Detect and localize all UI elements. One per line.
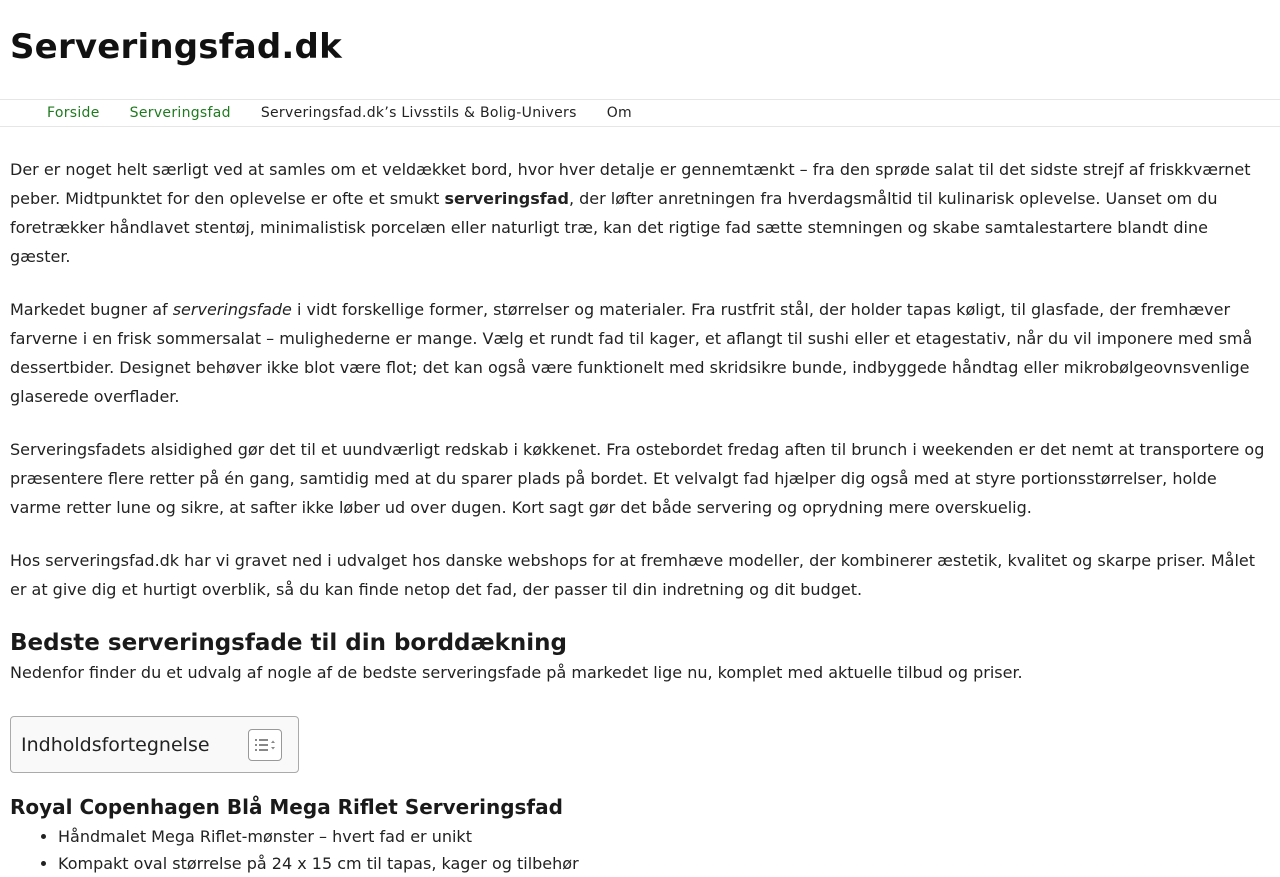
nav-item-livsstil-univers[interactable]: Serveringsfad.dk’s Livsstils & Bolig-Univers <box>260 105 577 121</box>
article-content <box>0 155 1280 877</box>
section-intro: Nedenfor finder du et udvalg af nogle af de bedste serveringsfade på markedet lige nu, komplet med aktuelle tilbud og priser. <box>10 663 1023 682</box>
list-item: • Håndmalet Mega Riflet-mønster – hvert fad er unikt <box>58 823 1270 850</box>
toc-title: Indholdsfortegnelse <box>21 733 210 756</box>
paragraph-text: i vidt forskellige former, størrelser og materialer. Fra rustfrit stål, der holder tapas køligt, til glasfade, der fremhæver farverne i en frisk sommersalat – mulighederne er mange. Vælg et rundt fad til kager, et aflangt til sushi eller et etagestativ, når du vil imponere med små dessertbider. Designet behøver ikke blot være flot; det kan også være funktionelt med skridsikre bunde, indbyggede håndtag eller mikrobølgeovnsvenlige glaserede overflader. <box>10 300 1253 406</box>
nav-item-om[interactable]: Om <box>606 105 632 121</box>
nav-item-forside[interactable]: Forside <box>47 105 100 121</box>
intro-paragraph-3: Serveringsfadets alsidighed gør det til et uundværligt redskab i køkkenet. Fra ostebordet fredag aften til brunch i weekenden er det nemt at transportere og præsentere flere retter på én gang, samtidig med at du sparer plads på bordet. Et velvalgt fad hjælper dig også med at styre portionsstørrelser, holde varme retter lune og sikre, at safter ikke løber ud over dugen. Kort sagt gør det både servering og oprydning mere overskuelig. <box>10 440 1265 517</box>
product-heading: Royal Copenhagen Blå Mega Riflet Serveringsfad <box>10 795 563 819</box>
intro-paragraph-1 <box>10 155 1270 271</box>
paragraph-text: , der løfter anretningen fra hverdagsmåltid til kulinarisk oplevelse. Uanset om du foretrækker håndlavet stentøj, minimalistisk porcelæn eller naturligt træ, kan det rigtige fad sætte stemningen og skabe samtalestartere blandt dine gæster. <box>10 189 1218 266</box>
list-toggle-icon <box>254 738 276 752</box>
table-of-contents <box>10 716 299 773</box>
site-title[interactable]: Serveringsfad.dk <box>10 27 342 67</box>
intro-paragraph-2 <box>10 295 1270 411</box>
main-navigation <box>0 99 1280 127</box>
site-header <box>0 0 1280 99</box>
bold-keyword: serveringsfad <box>444 189 569 208</box>
intro-paragraph-4: Hos serveringsfad.dk har vi gravet ned i udvalget hos danske webshops for at fremhæve modeller, der kombinerer æstetik, kvalitet og skarpe priser. Målet er at give dig et hurtigt overblik, så du kan finde netop det fad, der passer til din indretning og dit budget. <box>10 551 1256 599</box>
nav-item-serveringsfad[interactable]: Serveringsfad <box>129 105 231 121</box>
product-features-list <box>10 823 1270 877</box>
paragraph-text: Markedet bugner af <box>10 300 173 319</box>
section-heading: Bedste serveringsfade til din borddækning <box>10 630 567 656</box>
paragraph-text: Der er noget helt særligt ved at samles om et veldækket bord, hvor hver detalje er gennemtænkt – fra den sprøde salat til det sidste strejf af friskkværnet peber. Midtpunktet for den oplevelse er ofte et smukt <box>10 160 1251 208</box>
list-item: • Kompakt oval størrelse på 24 x 15 cm til tapas, kager og tilbehør <box>58 850 1270 877</box>
italic-keyword: serveringsfade <box>172 300 292 319</box>
toc-toggle-button[interactable] <box>248 729 282 761</box>
